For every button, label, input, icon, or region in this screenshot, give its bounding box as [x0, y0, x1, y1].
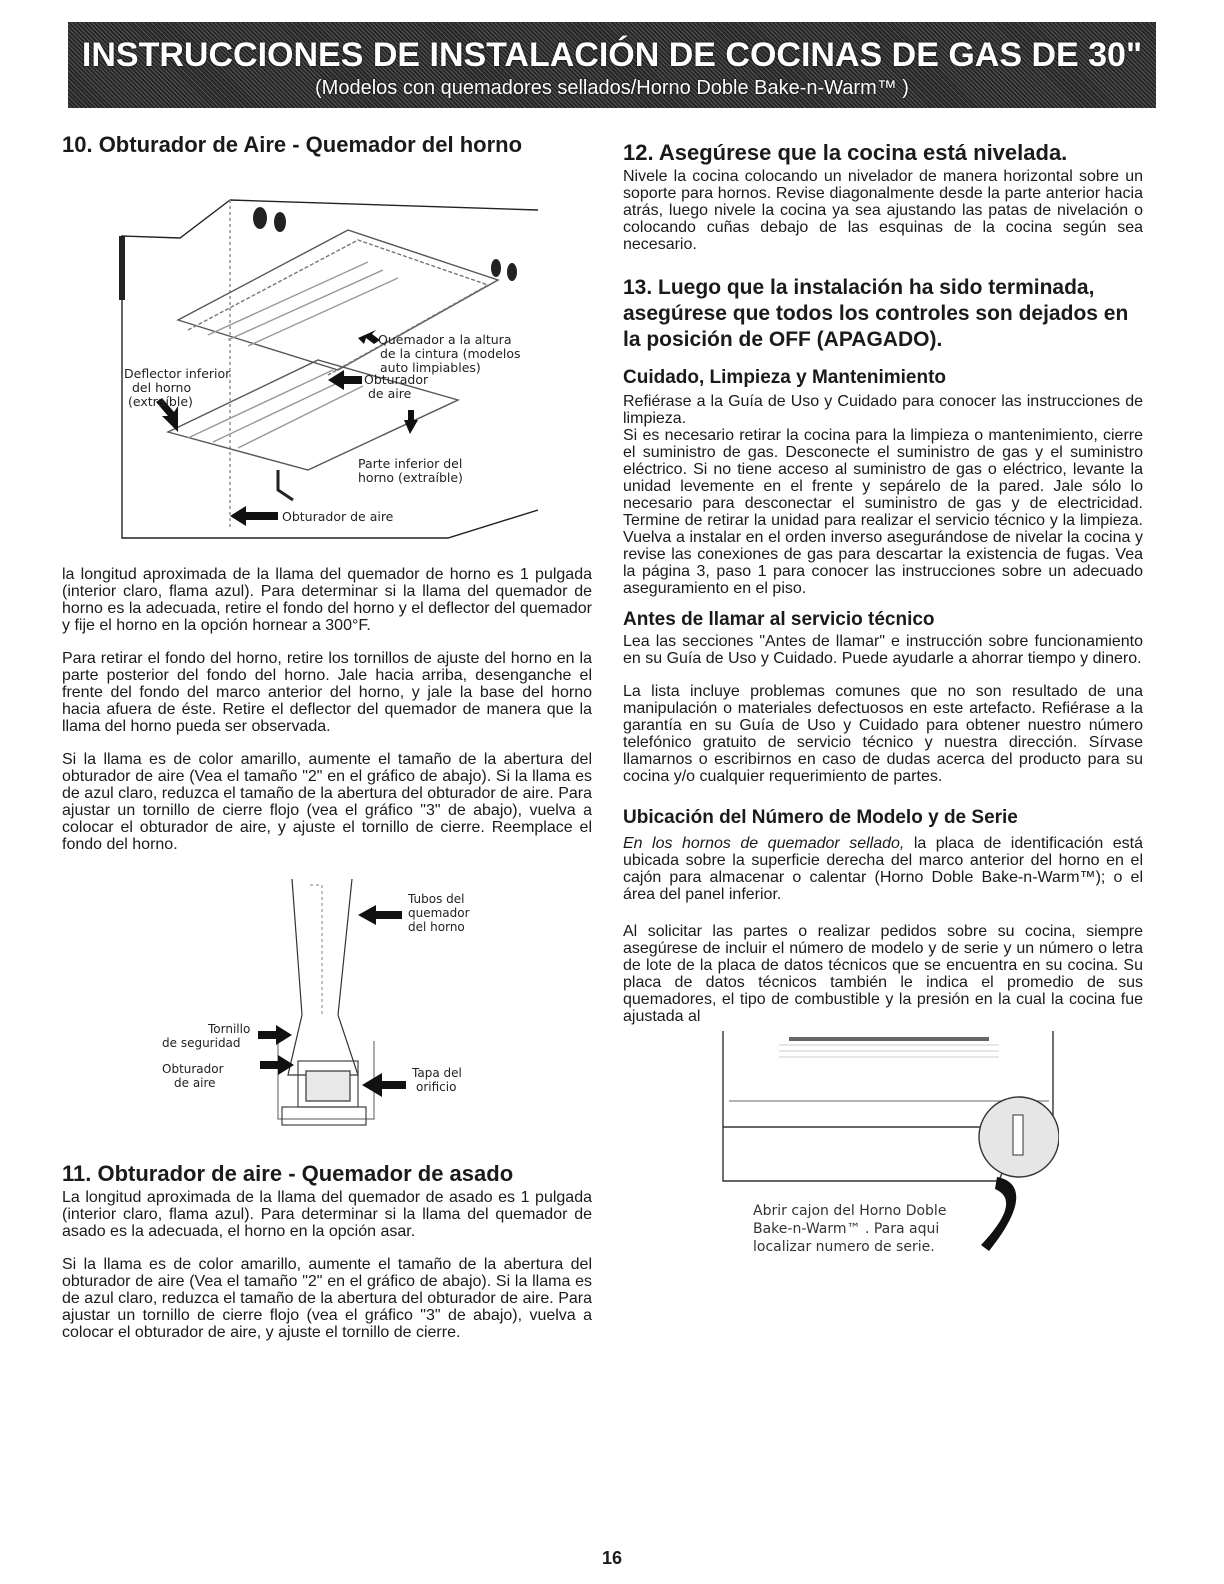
label-screw-2: de seguridad — [162, 1036, 241, 1050]
knob-icon — [274, 212, 286, 232]
label-oven-bottom-2: horno (extraíble) — [358, 470, 463, 485]
label-burner-height-3: auto limpiables) — [380, 360, 481, 375]
arrow-icon — [328, 370, 362, 390]
model-paragraph-1-rest: la placa de identificación está ubicada sobre la superficie derecha del marco anterior del horno en el cajón para almacenar o calentar (Horno Doble Bake-n-Warm™); o el área del panel inferior. — [623, 835, 1143, 903]
label-oven-bottom-1: Parte inferior del — [358, 456, 463, 471]
model-heading: Ubicación del Número de Modelo y de Serie — [623, 807, 1018, 828]
air-shutter-diagram — [162, 875, 502, 1131]
arrow-icon — [230, 506, 278, 526]
drawer-diagram — [719, 1031, 1059, 1271]
arrow-icon — [358, 905, 402, 925]
label-burner-height-1: Quemador a la altura — [378, 332, 512, 347]
page-subtitle: (Modelos con quemadores sellados/Horno Doble Bake-n-Warm™ ) — [315, 77, 909, 99]
label-tubes-3: del horno — [408, 920, 465, 934]
model-paragraph-2: Al solicitar las partes o realizar pedidos sobre su cocina, siempre asegúrese de incluir el número de modelo y de serie y un número o letra de lote de la placa de datos técnicos que se encuentra en su cocina. Su placa de datos técnicos también le indica el promedio de sus quemadores, el tipo de combustible y la presión en la cual la cocina fue ajustada al — [623, 923, 1143, 1025]
service-paragraph-2: La lista incluye problemas comunes que no son resultado de una manipulación o materiales defectuosos en este artefacto. Refiérase a la garantía en su Guía de Uso y Cuidado para obtener nuestro número telefónico gratuito de servicio técnico y nuestra dirección. Sírvase llamarnos o escribirnos en caso de dudas acerca del producto para su cocina y/o cualquier requerimiento de partes. — [623, 683, 1143, 785]
left-column — [62, 132, 592, 1341]
section-10-heading: 10. Obturador de Aire - Quemador del horno — [62, 132, 523, 157]
label-air-shutter-1: Obturador — [364, 372, 429, 387]
caption-line-3: localizar numero de serie. — [753, 1239, 935, 1255]
knob-icon — [507, 263, 517, 281]
knob-icon — [253, 207, 267, 229]
section-12-paragraph: Nivele la cocina colocando un nivelador de manera horizontal sobre un soporte para hornos. Revise diagonalmente desde la parte anterior hacia atrás, luego nivele la cocina ya sea ajustando las patas de nivelación o colocando cuñas debajo de las esquinas de la cocina según sea necesario. — [623, 168, 1143, 253]
caption-line-1: Abrir cajon del Horno Doble — [753, 1203, 947, 1219]
label-tubes-2: quemador — [408, 906, 470, 920]
section-11-heading: 11. Obturador de aire - Quemador de asado — [62, 1161, 514, 1186]
page-number: 16 — [601, 1548, 623, 1568]
section-13-heading: 13. Luego que la instalación ha sido terminada, asegúrese que todos los controles son dejados en la posición de OFF (APAGADO). — [623, 276, 1129, 351]
section-10-paragraph-3: Si la llama es de color amarillo, aumente el tamaño de la abertura del obturador de aire (Vea el tamaño "2" en el gráfico de abajo). Si la llama es de azul claro, reduzca el tamaño de la abertura del obturador de aire. Para ajustar un tornillo de cierre flojo (vea el gráfico "3" de abajo), vuelva a colocar el obturador de aire, y ajuste el tornillo de cierre. Reemplace el fondo del horno. — [62, 751, 592, 853]
arrow-icon — [404, 410, 418, 434]
label-deflector-2: del horno — [132, 380, 192, 395]
section-11-paragraph-2: Si la llama es de color amarillo, aumente el tamaño de la abertura del obturador de aire (Vea el tamaño "2" en el gráfico de abajo). Si la llama es de azul claro, reduzca el tamaño de la abertura del obturador de aire. Para ajustar un tornillo de cierre flojo (vea el gráfico "3" de abajo), vuelva a colocar el obturador de aire, y ajuste el tornillo de cierre. — [62, 1256, 592, 1341]
service-heading: Antes de llamar al servicio técnico — [623, 609, 935, 630]
section-12-heading: 12. Asegúrese que la cocina está nivelada. — [623, 140, 1068, 165]
label-air-shutter-2: de aire — [368, 386, 412, 401]
section-11-paragraph-1: La longitud aproximada de la llama del quemador de asado es 1 pulgada (interior claro, flama azul). Para determinar si la llama del quemador de asado es la adecuada, el horno en la opción asar. — [62, 1189, 592, 1240]
label-orifice-2: orificio — [416, 1080, 457, 1094]
knob-icon — [491, 259, 501, 277]
section-10-paragraph-1: la longitud aproximada de la llama del quemador de horno es 1 pulgada (interior claro, flama azul). Para determinar si la llama del quemador de horno es la adecuada, retire el fondo del horno y el deflector del quemador y fije el horno en la opción hornear a 300°F. — [62, 566, 592, 634]
section-10-paragraph-2: Para retirar el fondo del horno, retire los tornillos de ajuste del horno en la parte posterior del fondo del horno. Jale hacia arriba, desenganche el frente del fondo del marco anterior del horno, y jale la base del horno hacia afuera de éste. Retire el deflector del quemador de manera que la llama del horno pueda ser observada. — [62, 650, 592, 735]
caption-line-2: Bake-n-Warm™ . Para aqui — [753, 1221, 940, 1237]
label-deflector-3: (extraíble) — [128, 394, 193, 409]
label-screw-1: Tornillo — [208, 1022, 251, 1036]
arrow-icon — [362, 1073, 406, 1097]
label-burner-height-2: de la cintura (modelos — [380, 346, 521, 361]
label-deflector-1: Deflector inferior — [124, 366, 231, 381]
model-paragraph-1 — [623, 835, 1143, 903]
label-shutter-2: de aire — [174, 1076, 216, 1090]
label-tubes-1: Tubos del — [408, 892, 465, 906]
pointer-arrow-icon — [981, 1177, 1016, 1251]
model-paragraph-1-italic: En los hornos de quemador sellado, — [623, 835, 905, 852]
right-column — [623, 140, 1143, 1271]
label-air-shutter-bottom: Obturador de aire — [282, 509, 394, 524]
arrow-icon — [358, 330, 380, 344]
page-title: INSTRUCCIONES DE INSTALACIÓN DE COCINAS DE GAS DE 30" — [81, 36, 1143, 74]
care-paragraph-1: Refiérase a la Guía de Uso y Cuidado para conocer las instrucciones de limpieza. — [623, 393, 1143, 427]
service-paragraph-1: Lea las secciones "Antes de llamar" e instrucción sobre funcionamiento en su Guía de Uso y Cuidado. Puede ayudarle a ahorrar tiempo y dinero. — [623, 633, 1143, 667]
care-paragraph-2: Si es necesario retirar la cocina para la limpieza o mantenimiento, cierre el suministro de gas. Desconecte el suministro de gas y el suministro eléctrico. Si no tiene acceso al suministro de gas o eléctrico, levante la unidad levemente en el frente y sepárelo de la pared. Jale sólo lo necesario para desconectar el suministro de gas y de electricidad. Termine de retirar la unidad para realizar el servicio técnico y la limpieza. Vuelva a instalar en el orden inverso asegurándose de nivelar la cocina y revise las conexiones de gas para descartar la existencia de fugas. Vea la página 3, paso 1 para conocer las instrucciones sobre un adecuado aseguramiento en el piso. — [623, 427, 1143, 597]
label-shutter-1: Obturador — [162, 1062, 224, 1076]
care-heading: Cuidado, Limpieza y Mantenimiento — [623, 367, 947, 388]
label-orifice-1: Tapa del — [412, 1066, 462, 1080]
page-header — [68, 22, 1156, 108]
oven-burner-diagram — [118, 170, 538, 542]
arrow-icon — [258, 1025, 292, 1045]
